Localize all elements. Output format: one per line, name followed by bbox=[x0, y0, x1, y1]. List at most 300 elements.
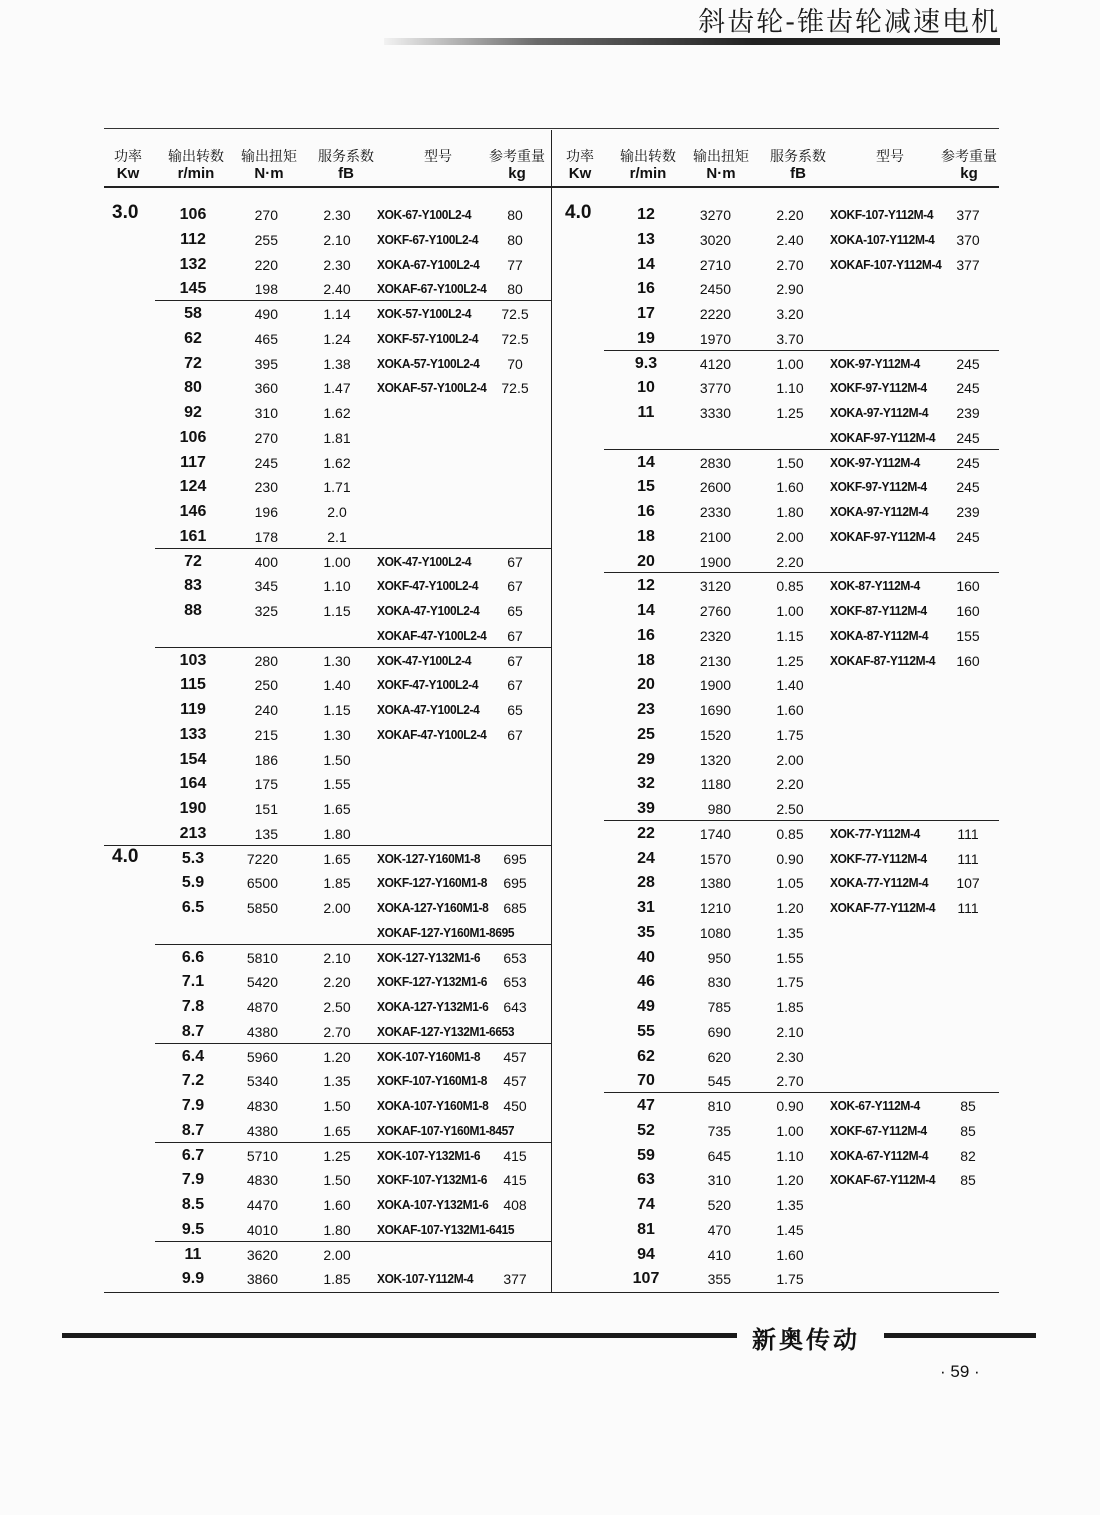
service-factor: 2.10 bbox=[323, 950, 351, 966]
service-factor: 1.25 bbox=[776, 653, 804, 669]
model-number: XOKA-127-Y160M1-8 bbox=[377, 900, 489, 915]
output-torque: 3860 bbox=[246, 1271, 278, 1287]
service-factor: 2.20 bbox=[776, 207, 804, 223]
model-number: XOKF-47-Y100L2-4 bbox=[377, 578, 479, 593]
model-number: XOKAF-127-Y132M1-6653 bbox=[377, 1024, 515, 1039]
service-factor: 1.00 bbox=[776, 1123, 804, 1139]
output-torque: 5960 bbox=[246, 1049, 278, 1065]
service-factor: 1.35 bbox=[776, 925, 804, 941]
reference-weight: 653 bbox=[503, 974, 527, 990]
output-torque: 3770 bbox=[699, 380, 731, 396]
column-header bbox=[765, 147, 831, 183]
service-factor: 3.20 bbox=[776, 306, 804, 322]
model-number: XOKF-107-Y132M1-6 bbox=[377, 1172, 488, 1187]
output-torque: 5810 bbox=[246, 950, 278, 966]
output-torque: 3120 bbox=[699, 578, 731, 594]
output-speed: 9.5 bbox=[181, 1221, 205, 1238]
service-factor: 0.85 bbox=[776, 826, 804, 842]
group-separator bbox=[155, 1043, 551, 1044]
service-factor: 2.20 bbox=[776, 554, 804, 570]
model-number: XOKA-127-Y132M1-6 bbox=[377, 999, 489, 1014]
output-speed: 213 bbox=[179, 825, 207, 842]
service-factor: 2.00 bbox=[323, 900, 351, 916]
output-torque: 3270 bbox=[699, 207, 731, 223]
output-torque: 2130 bbox=[699, 653, 731, 669]
output-torque: 4010 bbox=[246, 1222, 278, 1238]
model-number: XOKA-107-Y160M1-8 bbox=[377, 1098, 489, 1113]
output-speed: 133 bbox=[179, 726, 207, 743]
model-number: XOK-87-Y112M-4 bbox=[830, 578, 920, 593]
service-factor: 2.70 bbox=[776, 257, 804, 273]
column-header-unit: N·m bbox=[254, 165, 284, 182]
reference-weight: 370 bbox=[956, 232, 980, 248]
power-kw: 4.0 bbox=[565, 202, 592, 223]
service-factor: 2.0 bbox=[327, 504, 347, 520]
column-header-unit: fB bbox=[790, 165, 806, 182]
service-factor: 2.30 bbox=[776, 1049, 804, 1065]
reference-weight: 80 bbox=[507, 232, 523, 248]
output-speed: 72 bbox=[184, 355, 202, 372]
output-speed: 83 bbox=[184, 577, 202, 594]
service-factor: 1.50 bbox=[323, 1098, 351, 1114]
output-speed: 7.2 bbox=[181, 1072, 205, 1089]
output-speed: 92 bbox=[184, 404, 202, 421]
output-speed: 106 bbox=[179, 429, 207, 446]
output-speed: 29 bbox=[637, 751, 655, 768]
model-number: XOKA-47-Y100L2-4 bbox=[377, 702, 480, 717]
column-header bbox=[485, 147, 549, 183]
output-torque: 5340 bbox=[246, 1073, 278, 1089]
service-factor: 1.10 bbox=[776, 1148, 804, 1164]
output-torque: 2330 bbox=[699, 504, 731, 520]
service-factor: 2.00 bbox=[323, 1247, 351, 1263]
output-speed: 20 bbox=[637, 676, 655, 693]
column-header-label: 型号 bbox=[424, 148, 452, 164]
output-speed: 115 bbox=[180, 676, 206, 693]
output-torque: 1570 bbox=[699, 851, 731, 867]
output-speed: 74 bbox=[637, 1196, 655, 1213]
service-factor: 2.10 bbox=[776, 1024, 804, 1040]
column-header bbox=[688, 147, 754, 183]
service-factor: 1.75 bbox=[776, 974, 804, 990]
reference-weight: 70 bbox=[507, 356, 523, 372]
output-torque: 178 bbox=[254, 529, 278, 545]
model-number: XOKF-97-Y112M-4 bbox=[830, 380, 927, 395]
output-speed: 62 bbox=[637, 1048, 655, 1065]
output-speed: 59 bbox=[637, 1147, 655, 1164]
output-speed: 16 bbox=[637, 280, 655, 297]
output-speed: 14 bbox=[637, 256, 655, 273]
output-torque: 220 bbox=[254, 257, 278, 273]
service-factor: 2.30 bbox=[323, 207, 351, 223]
reference-weight: 245 bbox=[956, 380, 980, 396]
service-factor: 1.60 bbox=[776, 702, 804, 718]
group-separator bbox=[604, 1092, 999, 1093]
output-speed: 23 bbox=[637, 701, 655, 718]
column-header bbox=[158, 147, 234, 183]
output-torque: 1080 bbox=[699, 925, 731, 941]
service-factor: 0.90 bbox=[776, 851, 804, 867]
output-speed: 190 bbox=[179, 800, 207, 817]
output-speed: 16 bbox=[637, 627, 655, 644]
service-factor: 2.20 bbox=[776, 776, 804, 792]
model-number: XOK-57-Y100L2-4 bbox=[377, 306, 472, 321]
reference-weight: 111 bbox=[957, 851, 979, 867]
model-number: XOK-77-Y112M-4 bbox=[830, 826, 920, 841]
service-factor: 2.50 bbox=[323, 999, 351, 1015]
model-number: XOKF-97-Y112M-4 bbox=[830, 479, 927, 494]
group-separator bbox=[155, 548, 551, 549]
model-number: XOKA-77-Y112M-4 bbox=[830, 875, 929, 890]
output-torque: 545 bbox=[707, 1073, 731, 1089]
service-factor: 1.65 bbox=[323, 801, 351, 817]
group-separator bbox=[604, 820, 999, 821]
output-speed: 117 bbox=[180, 454, 206, 471]
output-speed: 9.3 bbox=[634, 355, 658, 372]
service-factor: 1.14 bbox=[323, 306, 351, 322]
page-title: 斜齿轮-锥齿轮减速电机 bbox=[698, 7, 1000, 38]
output-speed: 12 bbox=[637, 577, 655, 594]
output-speed: 70 bbox=[637, 1072, 655, 1089]
reference-weight: 415 bbox=[503, 1172, 527, 1188]
service-factor: 1.65 bbox=[323, 851, 351, 867]
column-header-unit: N·m bbox=[706, 165, 736, 182]
service-factor: 1.10 bbox=[323, 578, 351, 594]
service-factor: 1.20 bbox=[323, 1049, 351, 1065]
reference-weight: 695 bbox=[503, 851, 527, 867]
output-speed: 22 bbox=[637, 825, 655, 842]
model-number: XOK-127-Y132M1-6 bbox=[377, 950, 481, 965]
page-number: · 59 · bbox=[940, 1362, 980, 1381]
model-number: XOKAF-107-Y112M-4 bbox=[830, 257, 942, 272]
model-number: XOKAF-67-Y100L2-4 bbox=[377, 281, 487, 296]
output-speed: 32 bbox=[637, 775, 655, 792]
output-torque: 1900 bbox=[699, 554, 731, 570]
service-factor: 1.80 bbox=[323, 1222, 351, 1238]
output-speed: 5.3 bbox=[181, 850, 205, 867]
model-number: XOKAF-97-Y112M-4 bbox=[830, 529, 936, 544]
output-speed: 7.9 bbox=[181, 1171, 205, 1188]
service-factor: 1.30 bbox=[323, 727, 351, 743]
output-torque: 690 bbox=[707, 1024, 731, 1040]
column-header bbox=[418, 147, 458, 165]
output-speed: 7.8 bbox=[181, 998, 205, 1015]
output-torque: 810 bbox=[707, 1098, 731, 1114]
output-torque: 310 bbox=[254, 405, 278, 421]
model-number: XOKA-47-Y100L2-4 bbox=[377, 603, 480, 618]
group-separator bbox=[155, 1241, 551, 1242]
reference-weight: 695 bbox=[503, 875, 527, 891]
output-speed: 119 bbox=[180, 701, 206, 718]
column-header-unit: Kw bbox=[116, 165, 140, 182]
output-torque: 5850 bbox=[246, 900, 278, 916]
model-number: XOKF-67-Y112M-4 bbox=[830, 1123, 927, 1138]
output-speed: 17 bbox=[637, 305, 655, 322]
group-separator bbox=[155, 647, 551, 648]
model-number: XOKAF-127-Y160M1-8695 bbox=[377, 925, 515, 940]
model-number: XOK-107-Y132M1-6 bbox=[377, 1148, 481, 1163]
group-separator bbox=[604, 350, 999, 351]
output-torque: 310 bbox=[707, 1172, 731, 1188]
output-torque: 830 bbox=[707, 974, 731, 990]
reference-weight: 415 bbox=[503, 1148, 527, 1164]
reference-weight: 239 bbox=[956, 405, 980, 421]
reference-weight: 245 bbox=[956, 455, 980, 471]
model-number: XOKF-47-Y100L2-4 bbox=[377, 677, 479, 692]
reference-weight: 80 bbox=[507, 207, 523, 223]
column-header-label: 型号 bbox=[876, 148, 904, 164]
output-torque: 1900 bbox=[699, 677, 731, 693]
reference-weight: 72.5 bbox=[501, 331, 529, 347]
service-factor: 1.00 bbox=[776, 356, 804, 372]
column-header-unit: kg bbox=[508, 165, 526, 182]
service-factor: 2.40 bbox=[776, 232, 804, 248]
service-factor: 1.40 bbox=[776, 677, 804, 693]
column-header bbox=[937, 147, 1001, 183]
service-factor: 1.50 bbox=[323, 752, 351, 768]
reference-weight: 65 bbox=[507, 702, 523, 718]
reference-weight: 67 bbox=[507, 554, 523, 570]
service-factor: 1.24 bbox=[323, 331, 351, 347]
model-number: XOK-97-Y112M-4 bbox=[830, 356, 920, 371]
service-factor: 1.60 bbox=[776, 1247, 804, 1263]
output-speed: 161 bbox=[179, 528, 207, 545]
service-factor: 2.50 bbox=[776, 801, 804, 817]
group-separator bbox=[604, 449, 999, 450]
service-factor: 1.45 bbox=[776, 1222, 804, 1238]
output-speed: 94 bbox=[637, 1246, 655, 1263]
reference-weight: 245 bbox=[956, 529, 980, 545]
model-number: XOK-127-Y160M1-8 bbox=[377, 851, 481, 866]
output-speed: 13 bbox=[637, 231, 655, 248]
output-speed: 7.1 bbox=[181, 973, 205, 990]
output-torque: 1690 bbox=[699, 702, 731, 718]
service-factor: 2.90 bbox=[776, 281, 804, 297]
reference-weight: 408 bbox=[503, 1197, 527, 1213]
output-torque: 7220 bbox=[246, 851, 278, 867]
column-header-label: 参考重量 bbox=[489, 148, 545, 164]
service-factor: 3.70 bbox=[776, 331, 804, 347]
model-number: XOKAF-87-Y112M-4 bbox=[830, 653, 936, 668]
model-number: XOKF-127-Y132M1-6 bbox=[377, 974, 488, 989]
output-speed: 10 bbox=[637, 379, 655, 396]
service-factor: 1.60 bbox=[776, 479, 804, 495]
model-number: XOKF-87-Y112M-4 bbox=[830, 603, 927, 618]
output-torque: 2320 bbox=[699, 628, 731, 644]
service-factor: 2.20 bbox=[323, 974, 351, 990]
output-speed: 47 bbox=[637, 1097, 655, 1114]
service-factor: 1.55 bbox=[323, 776, 351, 792]
reference-weight: 72.5 bbox=[501, 306, 529, 322]
reference-weight: 85 bbox=[960, 1123, 976, 1139]
output-torque: 785 bbox=[707, 999, 731, 1015]
model-number: XOKF-107-Y112M-4 bbox=[830, 207, 934, 222]
power-kw: 3.0 bbox=[112, 202, 139, 223]
output-torque: 1740 bbox=[699, 826, 731, 842]
table-top-rule bbox=[104, 128, 999, 129]
model-number: XOKAF-97-Y112M-4 bbox=[830, 430, 936, 445]
reference-weight: 155 bbox=[956, 628, 980, 644]
model-number: XOKA-97-Y112M-4 bbox=[830, 504, 929, 519]
output-speed: 55 bbox=[637, 1023, 655, 1040]
output-torque: 2450 bbox=[699, 281, 731, 297]
service-factor: 1.30 bbox=[323, 653, 351, 669]
service-factor: 1.20 bbox=[776, 900, 804, 916]
output-torque: 245 bbox=[254, 455, 278, 471]
service-factor: 1.85 bbox=[776, 999, 804, 1015]
service-factor: 1.40 bbox=[323, 677, 351, 693]
column-header bbox=[870, 147, 910, 165]
column-header-label: 输出转数 bbox=[168, 148, 224, 164]
output-speed: 18 bbox=[637, 528, 655, 545]
column-header-unit: Kw bbox=[568, 165, 592, 182]
service-factor: 2.1 bbox=[327, 529, 347, 545]
service-factor: 2.10 bbox=[323, 232, 351, 248]
output-torque: 2100 bbox=[699, 529, 731, 545]
model-number: XOK-47-Y100L2-4 bbox=[377, 554, 472, 569]
model-number: XOKF-57-Y100L2-4 bbox=[377, 331, 479, 346]
reference-weight: 450 bbox=[503, 1098, 527, 1114]
service-factor: 1.35 bbox=[323, 1073, 351, 1089]
reference-weight: 85 bbox=[960, 1172, 976, 1188]
reference-weight: 245 bbox=[956, 356, 980, 372]
output-torque: 645 bbox=[707, 1148, 731, 1164]
reference-weight: 160 bbox=[956, 603, 980, 619]
reference-weight: 245 bbox=[956, 479, 980, 495]
model-number: XOKAF-67-Y112M-4 bbox=[830, 1172, 936, 1187]
output-torque: 1180 bbox=[700, 776, 731, 792]
model-number: XOKA-87-Y112M-4 bbox=[830, 628, 929, 643]
output-torque: 4380 bbox=[246, 1024, 278, 1040]
reference-weight: 111 bbox=[957, 826, 979, 842]
output-torque: 980 bbox=[707, 801, 731, 817]
output-torque: 1970 bbox=[699, 331, 731, 347]
reference-weight: 72.5 bbox=[501, 380, 529, 396]
reference-weight: 65 bbox=[507, 603, 523, 619]
service-factor: 1.20 bbox=[776, 1172, 804, 1188]
model-number: XOKF-77-Y112M-4 bbox=[830, 851, 927, 866]
service-factor: 1.15 bbox=[323, 603, 351, 619]
service-factor: 1.25 bbox=[776, 405, 804, 421]
output-speed: 6.6 bbox=[181, 949, 205, 966]
column-header bbox=[560, 147, 600, 183]
service-factor: 1.38 bbox=[323, 356, 351, 372]
column-header-label: 输出转数 bbox=[620, 148, 676, 164]
output-torque: 175 bbox=[254, 776, 278, 792]
column-header bbox=[108, 147, 148, 183]
group-separator bbox=[604, 572, 999, 573]
model-number: XOK-47-Y100L2-4 bbox=[377, 653, 472, 668]
service-factor: 0.90 bbox=[776, 1098, 804, 1114]
output-speed: 63 bbox=[637, 1171, 655, 1188]
group-separator bbox=[155, 1142, 551, 1143]
output-speed: 80 bbox=[184, 379, 202, 396]
output-torque: 240 bbox=[254, 702, 278, 718]
model-number: XOKAF-57-Y100L2-4 bbox=[377, 380, 487, 395]
output-speed: 6.7 bbox=[181, 1147, 205, 1164]
service-factor: 1.80 bbox=[323, 826, 351, 842]
output-speed: 107 bbox=[632, 1270, 660, 1287]
column-header-label: 输出扭矩 bbox=[241, 148, 297, 164]
service-factor: 1.85 bbox=[323, 875, 351, 891]
service-factor: 1.75 bbox=[776, 727, 804, 743]
model-number: XOK-107-Y160M1-8 bbox=[377, 1049, 481, 1064]
service-factor: 1.50 bbox=[323, 1172, 351, 1188]
service-factor: 1.60 bbox=[323, 1197, 351, 1213]
model-number: XOKAF-107-Y132M1-6415 bbox=[377, 1222, 515, 1237]
reference-weight: 67 bbox=[507, 578, 523, 594]
output-speed: 124 bbox=[179, 478, 207, 495]
reference-weight: 377 bbox=[956, 207, 980, 223]
output-speed: 81 bbox=[637, 1221, 655, 1238]
service-factor: 1.80 bbox=[776, 504, 804, 520]
model-number: XOK-97-Y112M-4 bbox=[830, 455, 920, 470]
output-torque: 2220 bbox=[699, 306, 731, 322]
footer-rule-right bbox=[884, 1333, 1036, 1338]
column-header bbox=[610, 147, 686, 183]
reference-weight: 77 bbox=[507, 257, 523, 273]
reference-weight: 67 bbox=[507, 653, 523, 669]
output-torque: 470 bbox=[707, 1222, 731, 1238]
output-speed: 6.5 bbox=[181, 899, 205, 916]
reference-weight: 67 bbox=[507, 727, 523, 743]
output-torque: 270 bbox=[254, 207, 278, 223]
output-speed: 40 bbox=[637, 949, 655, 966]
output-torque: 4470 bbox=[246, 1197, 278, 1213]
output-speed: 146 bbox=[179, 503, 207, 520]
output-speed: 8.7 bbox=[181, 1122, 205, 1139]
service-factor: 0.85 bbox=[776, 578, 804, 594]
output-torque: 215 bbox=[254, 727, 278, 743]
output-torque: 2760 bbox=[699, 603, 731, 619]
model-number: XOK-67-Y112M-4 bbox=[830, 1098, 920, 1113]
reference-weight: 643 bbox=[503, 999, 527, 1015]
service-factor: 2.70 bbox=[776, 1073, 804, 1089]
output-torque: 950 bbox=[707, 950, 731, 966]
service-factor: 1.62 bbox=[323, 455, 351, 471]
output-speed: 5.9 bbox=[181, 874, 205, 891]
output-torque: 5420 bbox=[246, 974, 278, 990]
output-torque: 198 bbox=[254, 281, 278, 297]
output-speed: 16 bbox=[637, 503, 655, 520]
column-header-label: 功率 bbox=[114, 148, 142, 164]
reference-weight: 107 bbox=[956, 875, 980, 891]
output-speed: 164 bbox=[179, 775, 207, 792]
reference-weight: 85 bbox=[960, 1098, 976, 1114]
service-factor: 1.55 bbox=[776, 950, 804, 966]
output-speed: 28 bbox=[637, 874, 655, 891]
output-torque: 250 bbox=[254, 677, 278, 693]
output-torque: 360 bbox=[254, 380, 278, 396]
service-factor: 1.75 bbox=[776, 1271, 804, 1287]
output-speed: 11 bbox=[184, 1246, 202, 1263]
column-header-label: 服务系数 bbox=[770, 148, 826, 164]
output-speed: 12 bbox=[637, 206, 655, 223]
model-number: XOKF-67-Y100L2-4 bbox=[377, 232, 479, 247]
reference-weight: 377 bbox=[956, 257, 980, 273]
service-factor: 1.65 bbox=[323, 1123, 351, 1139]
reference-weight: 653 bbox=[503, 950, 527, 966]
group-separator bbox=[104, 845, 551, 846]
output-speed: 35 bbox=[637, 924, 655, 941]
service-factor: 2.00 bbox=[776, 752, 804, 768]
output-torque: 4380 bbox=[246, 1123, 278, 1139]
service-factor: 2.70 bbox=[323, 1024, 351, 1040]
output-torque: 3620 bbox=[246, 1247, 278, 1263]
output-torque: 1210 bbox=[699, 900, 731, 916]
reference-weight: 67 bbox=[507, 628, 523, 644]
service-factor: 1.62 bbox=[323, 405, 351, 421]
